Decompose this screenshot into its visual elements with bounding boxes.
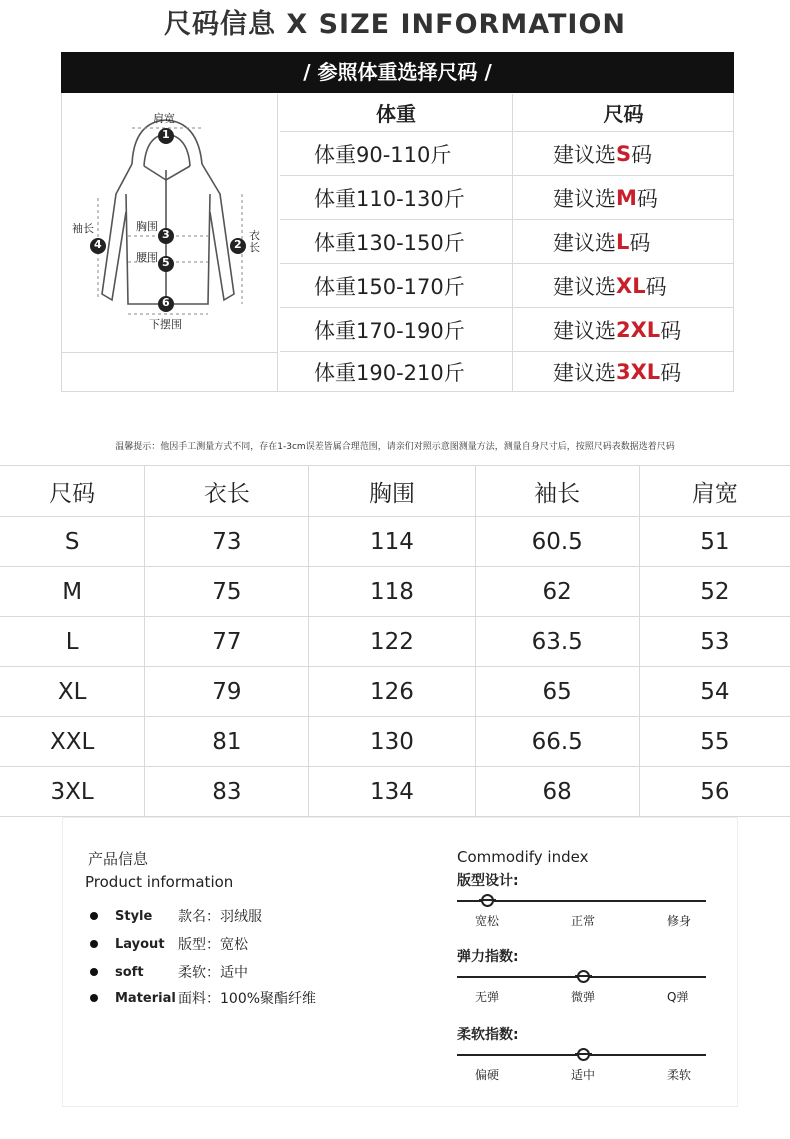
marker-1: 1 [162, 128, 170, 141]
size-chart-cell: 63.5 [475, 617, 639, 667]
product-info-key: soft [115, 964, 144, 980]
size-suggestion [513, 264, 734, 308]
suggestion-suffix: 码 [636, 186, 658, 211]
size-suggestion [513, 132, 734, 176]
size-chart-cell: XXL [0, 717, 145, 767]
product-info-value: 版型：宽松 [178, 937, 248, 953]
size-chart-cell: 56 [639, 767, 790, 817]
suggested-size: L [616, 229, 630, 254]
product-info-value: 面料：100%聚酯纤维 [178, 991, 317, 1007]
size-chart-row [0, 667, 790, 717]
length-label: 衣长 [249, 229, 260, 254]
weight-guide-row [280, 264, 734, 308]
size-chart-cell: 60.5 [475, 517, 639, 567]
scale-indicator-icon [577, 1048, 590, 1061]
product-info-key: Style [115, 908, 153, 924]
size-suggestion [513, 220, 734, 264]
suggestion-suffix: 码 [645, 274, 667, 299]
suggestion-prefix: 建议选 [553, 230, 616, 255]
size-suggestion [513, 308, 734, 352]
scale-tick-label: 柔软 [667, 1068, 692, 1082]
suggested-size: S [616, 141, 632, 166]
product-info-item [90, 906, 262, 926]
size-chart-cell: 79 [145, 667, 309, 717]
weight-range: 体重110-130斤 [280, 176, 513, 220]
weight-range: 体重130-150斤 [280, 220, 513, 264]
product-info-value: 柔软：适中 [178, 965, 248, 981]
weight-guide-row [280, 132, 734, 176]
size-suggestion [513, 176, 734, 220]
weight-range: 体重150-170斤 [280, 264, 513, 308]
product-info-key: Material [115, 990, 176, 1006]
size-chart-cell: 83 [145, 767, 309, 817]
size-chart-header: 袖长 [475, 466, 639, 517]
product-info-value: 款名：羽绒服 [178, 909, 262, 925]
weight-guide-heading: / 参照体重选择尺码 / [61, 52, 734, 93]
size-chart-cell: 3XL [0, 767, 145, 817]
product-info-item [90, 988, 316, 1008]
hem-label: 下摆围 [149, 318, 182, 331]
scale-tick-label: 微弹 [571, 990, 596, 1004]
size-chart-header: 胸围 [309, 466, 475, 517]
product-info-subtitle: Product information [85, 873, 234, 891]
product-info-item [90, 934, 248, 954]
scale-tick-label: 无弹 [475, 990, 500, 1004]
bullet-icon [90, 912, 98, 920]
size-column-header: 尺码 [513, 94, 734, 132]
sleeve-label: 袖长 [72, 222, 94, 235]
size-chart-cell: 114 [309, 517, 475, 567]
size-chart-cell: L [0, 617, 145, 667]
weight-range: 体重170-190斤 [280, 308, 513, 352]
size-chart-header: 尺码 [0, 466, 145, 517]
size-chart-cell: M [0, 567, 145, 617]
marker-6: 6 [162, 296, 170, 309]
weight-guide-row [280, 308, 734, 352]
commodify-index-title: Commodify index [457, 848, 589, 866]
suggested-size: XL [616, 273, 646, 298]
marker-4: 4 [94, 238, 102, 251]
measurement-note: 温馨提示：他因手工测量方式不同，存在1-3cm误差皆属合理范围，请亲们对照示意图测量方法，测量自身尺寸后，按照尺码表数据选着尺码 [115, 442, 675, 452]
weight-guide-row [280, 176, 734, 220]
weight-range: 体重190-210斤 [280, 352, 513, 392]
size-chart-cell: 118 [309, 567, 475, 617]
product-info-title: 产品信息 [88, 850, 149, 868]
hoodie-outline-icon [62, 94, 278, 352]
scale-label: 弹力指数: [457, 949, 519, 965]
scale-indicator-icon [481, 894, 494, 907]
page-title: 尺码信息 X SIZE INFORMATION [163, 9, 627, 40]
suggestion-prefix: 建议选 [553, 142, 616, 167]
size-chart-cell: 51 [639, 517, 790, 567]
suggestion-prefix: 建议选 [553, 318, 616, 343]
blank-cell [62, 352, 278, 391]
marker-2: 2 [234, 238, 242, 251]
weight-guide-row [280, 220, 734, 264]
weight-guide-header-row [280, 94, 734, 132]
product-info-key: Layout [115, 936, 165, 952]
size-chart-cell: 75 [145, 567, 309, 617]
size-chart-cell: 52 [639, 567, 790, 617]
scale-tick-label: 正常 [571, 914, 596, 928]
size-chart-row [0, 617, 790, 667]
size-chart-header: 衣长 [145, 466, 309, 517]
bullet-icon [90, 940, 98, 948]
suggested-size: M [616, 185, 637, 210]
suggestion-suffix: 码 [660, 360, 682, 385]
weight-column-header: 体重 [280, 94, 513, 132]
bullet-icon [90, 968, 98, 976]
scale-tick-label: Q弹 [667, 990, 689, 1004]
size-chart-cell: 73 [145, 517, 309, 567]
shoulder-label: 肩宽 [153, 112, 175, 125]
suggestion-suffix: 码 [660, 318, 682, 343]
size-chart-cell: 130 [309, 717, 475, 767]
size-chart-table [0, 465, 790, 817]
bullet-icon [90, 994, 98, 1002]
size-chart-cell: 81 [145, 717, 309, 767]
size-chart-cell: 66.5 [475, 717, 639, 767]
size-chart-cell: 122 [309, 617, 475, 667]
size-chart-header-row [0, 466, 790, 517]
size-chart-cell: 55 [639, 717, 790, 767]
scale-tick-label: 适中 [571, 1068, 596, 1082]
size-chart-cell: 53 [639, 617, 790, 667]
scale-indicator-icon [577, 970, 590, 983]
size-chart-cell: 134 [309, 767, 475, 817]
product-info-item [90, 962, 248, 982]
size-chart-cell: 126 [309, 667, 475, 717]
size-chart-row [0, 767, 790, 817]
scale-label: 柔软指数: [457, 1027, 519, 1043]
suggested-size: 3XL [616, 359, 661, 384]
suggestion-suffix: 码 [629, 230, 651, 255]
scale-tick-label: 修身 [667, 914, 692, 928]
scale-tick-label: 偏硬 [475, 1068, 500, 1082]
size-chart-cell: 65 [475, 667, 639, 717]
size-chart-cell: XL [0, 667, 145, 717]
size-chart-row [0, 567, 790, 617]
chest-label: 胸围 [136, 220, 158, 233]
marker-3: 3 [162, 228, 170, 241]
suggestion-prefix: 建议选 [553, 274, 616, 299]
scale-label: 版型设计: [457, 873, 519, 889]
size-suggestion [513, 352, 734, 392]
weight-guide-row [280, 352, 734, 392]
size-chart-cell: 77 [145, 617, 309, 667]
waist-label: 腰围 [136, 251, 158, 264]
suggestion-suffix: 码 [631, 142, 653, 167]
measurement-diagram [62, 94, 278, 352]
weight-range: 体重90-110斤 [280, 132, 513, 176]
marker-5: 5 [162, 256, 170, 269]
scale-tick-label: 宽松 [475, 914, 500, 928]
suggested-size: 2XL [616, 317, 661, 342]
size-chart-row [0, 717, 790, 767]
size-chart-cell: 54 [639, 667, 790, 717]
size-chart-row [0, 517, 790, 567]
size-chart-cell: 68 [475, 767, 639, 817]
size-chart-cell: S [0, 517, 145, 567]
suggestion-prefix: 建议选 [553, 186, 616, 211]
suggestion-prefix: 建议选 [553, 360, 616, 385]
size-chart-cell: 62 [475, 567, 639, 617]
size-chart-header: 肩宽 [639, 466, 790, 517]
